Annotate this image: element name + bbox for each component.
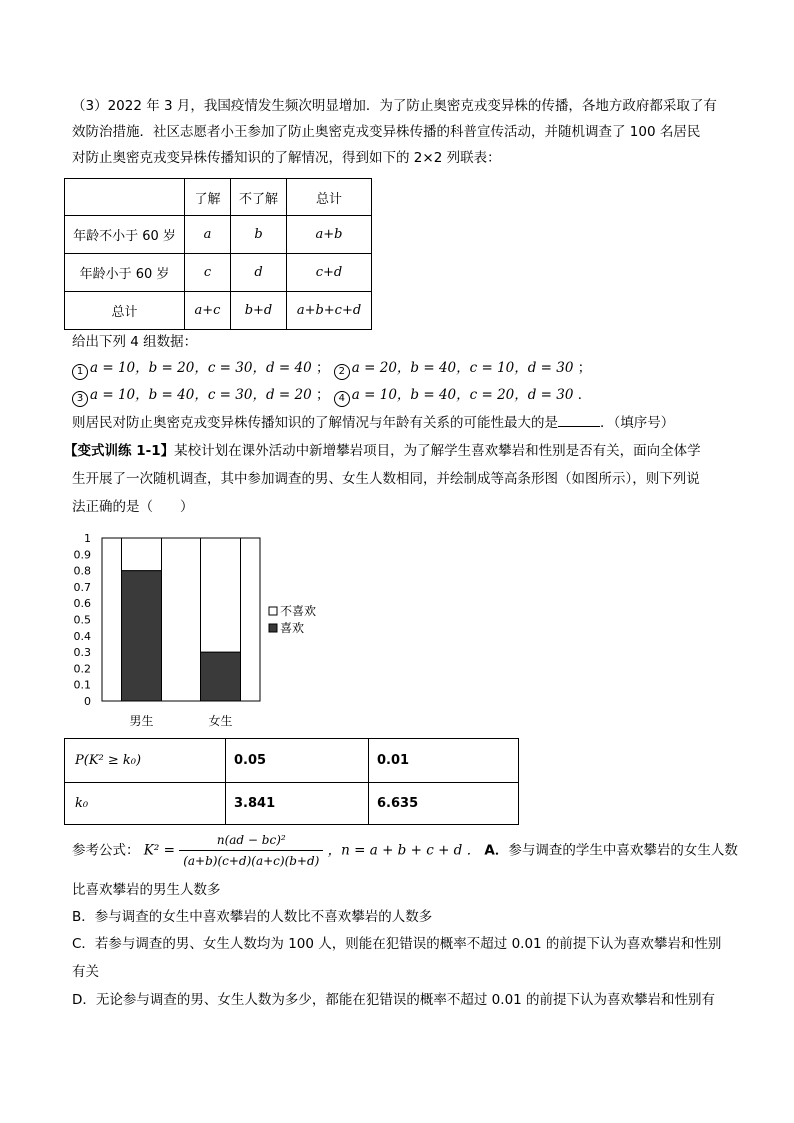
table-cell: d [231,254,287,292]
table-cell: a+b [287,216,372,254]
table-header-cell: 总计 [287,179,372,216]
answer-c-line-1: C．若参与调查的男、女生人数均为 100 人，则能在犯错误的概率不超过 0.01 的前提下认为喜欢攀岩和性别 [72,936,722,952]
formula-prefix: 参考公式： [72,842,140,859]
problem-line-1: （3）2022 年 3 月，我国疫情发生频次明显增加．为了防止奥密克戎变异株的传播，各地方政府都采取了有 [72,98,717,114]
answer-d: D．无论参与调查的男、女生人数为多少，都能在犯错误的概率不超过 0.01 的前提下认为喜欢攀岩和性别有 [72,992,716,1008]
answer-a-label: A． [484,842,509,859]
critical-cell: 6.635 [369,783,519,825]
critical-cell: 3.841 [226,783,369,825]
legend-swatch [269,624,277,632]
bar-dislike [122,538,162,571]
option-text: a = 10，b = 20，c = 30，d = 40 [90,360,312,376]
option-number: 2 [334,364,350,380]
legend-label: 不喜欢 [280,604,317,618]
y-tick-label: 0.5 [73,613,91,627]
critical-cell: 0.01 [369,739,519,783]
answer-blank[interactable] [558,412,600,427]
critical-cell: 0.05 [226,739,369,783]
y-tick-label: 0.8 [73,564,91,578]
legend-label: 喜欢 [280,621,305,635]
bar-like [122,571,162,701]
table-row-label: 总计 [65,292,185,330]
table-cell: c+d [287,254,372,292]
option-sep: ； [577,360,592,376]
answer-a-text: 参与调查的学生中喜欢攀岩的女生人数 [508,842,738,859]
x-tick-label: 女生 [208,714,233,728]
formula-numerator: n(ad − bc)² [179,830,323,851]
y-tick-label: 0.1 [73,678,91,692]
critical-value-table [64,738,519,825]
y-tick-label: 1 [84,532,91,545]
legend-swatch [269,607,277,615]
option-sep: ； [315,387,330,403]
option-sep: ． [577,387,592,403]
critical-row-label: P(K² ≥ k₀) [65,739,226,783]
question-text: 则居民对防止奥密克戎变异株传播知识的了解情况与年龄有关系的可能性最大的是 [72,415,558,431]
answer-b: B．参与调查的女生中喜欢攀岩的人数比不喜欢攀岩的人数多 [72,909,433,925]
exercise-text: 某校计划在课外活动中新增攀岩项目，为了解学生喜欢攀岩和性别是否有关，面向全体学 [174,443,701,459]
y-tick-label: 0.3 [73,646,91,660]
option-number: 4 [334,391,350,407]
answer-c-line-2: 有关 [72,964,99,980]
option-number: 1 [72,364,88,380]
exercise-line-3: 法正确的是（ ） [72,499,194,515]
problem-line-3: 对防止奥密克戎变异株传播知识的了解情况，得到如下的 2×2 列联表： [72,150,501,166]
table-cell: a+b+c+d [287,292,372,330]
y-tick-label: 0.9 [73,548,91,562]
bar-like [201,652,241,701]
y-tick-label: 0 [84,695,91,708]
option-sep: ； [315,360,330,376]
table-header-cell [65,179,185,216]
option-text: a = 10，b = 40，c = 30，d = 20 [90,387,312,403]
stacked-bar-chart [60,528,350,733]
option-text: a = 10，b = 40，c = 20，d = 30 [351,387,574,403]
option-number: 3 [72,391,88,407]
contingency-table [64,178,372,330]
table-cell: a [185,216,231,254]
y-tick-label: 0.2 [73,662,91,676]
problem-line-2: 效防治措施．社区志愿者小王参加了防止奥密克戎变异株传播的科普宣传活动，并随机调查了 100 名居民 [72,124,701,140]
formula-line [72,830,738,871]
y-tick-label: 0.4 [73,629,91,643]
table-row-label: 年龄小于 60 岁 [65,254,185,292]
question-line [72,412,674,433]
formula-denominator: (a+b)(c+d)(a+c)(b+d) [183,854,320,868]
exercise-line-2: 生开展了一次随机调查，其中参加调查的男、女生人数相同，并绘制成等高条形图（如图所示），则下列说 [72,471,700,487]
table-cell: b+d [231,292,287,330]
formula-n-def: ，n = a + b + c + d ． [327,842,481,859]
table-header-cell: 了解 [185,179,231,216]
answer-a-cont: 比喜欢攀岩的男生人数多 [72,882,221,898]
table-header-cell: 不了解 [231,179,287,216]
table-row-label: 年龄不小于 60 岁 [65,216,185,254]
table-cell: a+c [185,292,231,330]
option-row-2 [72,385,591,407]
y-tick-label: 0.7 [73,580,91,594]
question-suffix: ．（填序号） [600,415,675,431]
critical-row-label: k₀ [65,783,226,825]
formula-lhs: K² = [143,842,175,859]
table-cell: b [231,216,287,254]
exercise-tag: 【变式训练 1-1】 [64,443,175,459]
bar-dislike [201,538,241,652]
option-text: a = 20，b = 40，c = 10，d = 30 [351,360,574,376]
table-cell: c [185,254,231,292]
y-tick-label: 0.6 [73,597,91,611]
x-tick-label: 男生 [129,714,154,728]
given-data-intro: 给出下列 4 组数据： [72,334,198,350]
exercise-line-1 [64,441,701,461]
option-row-1 [72,358,591,380]
formula-fraction [179,830,323,871]
